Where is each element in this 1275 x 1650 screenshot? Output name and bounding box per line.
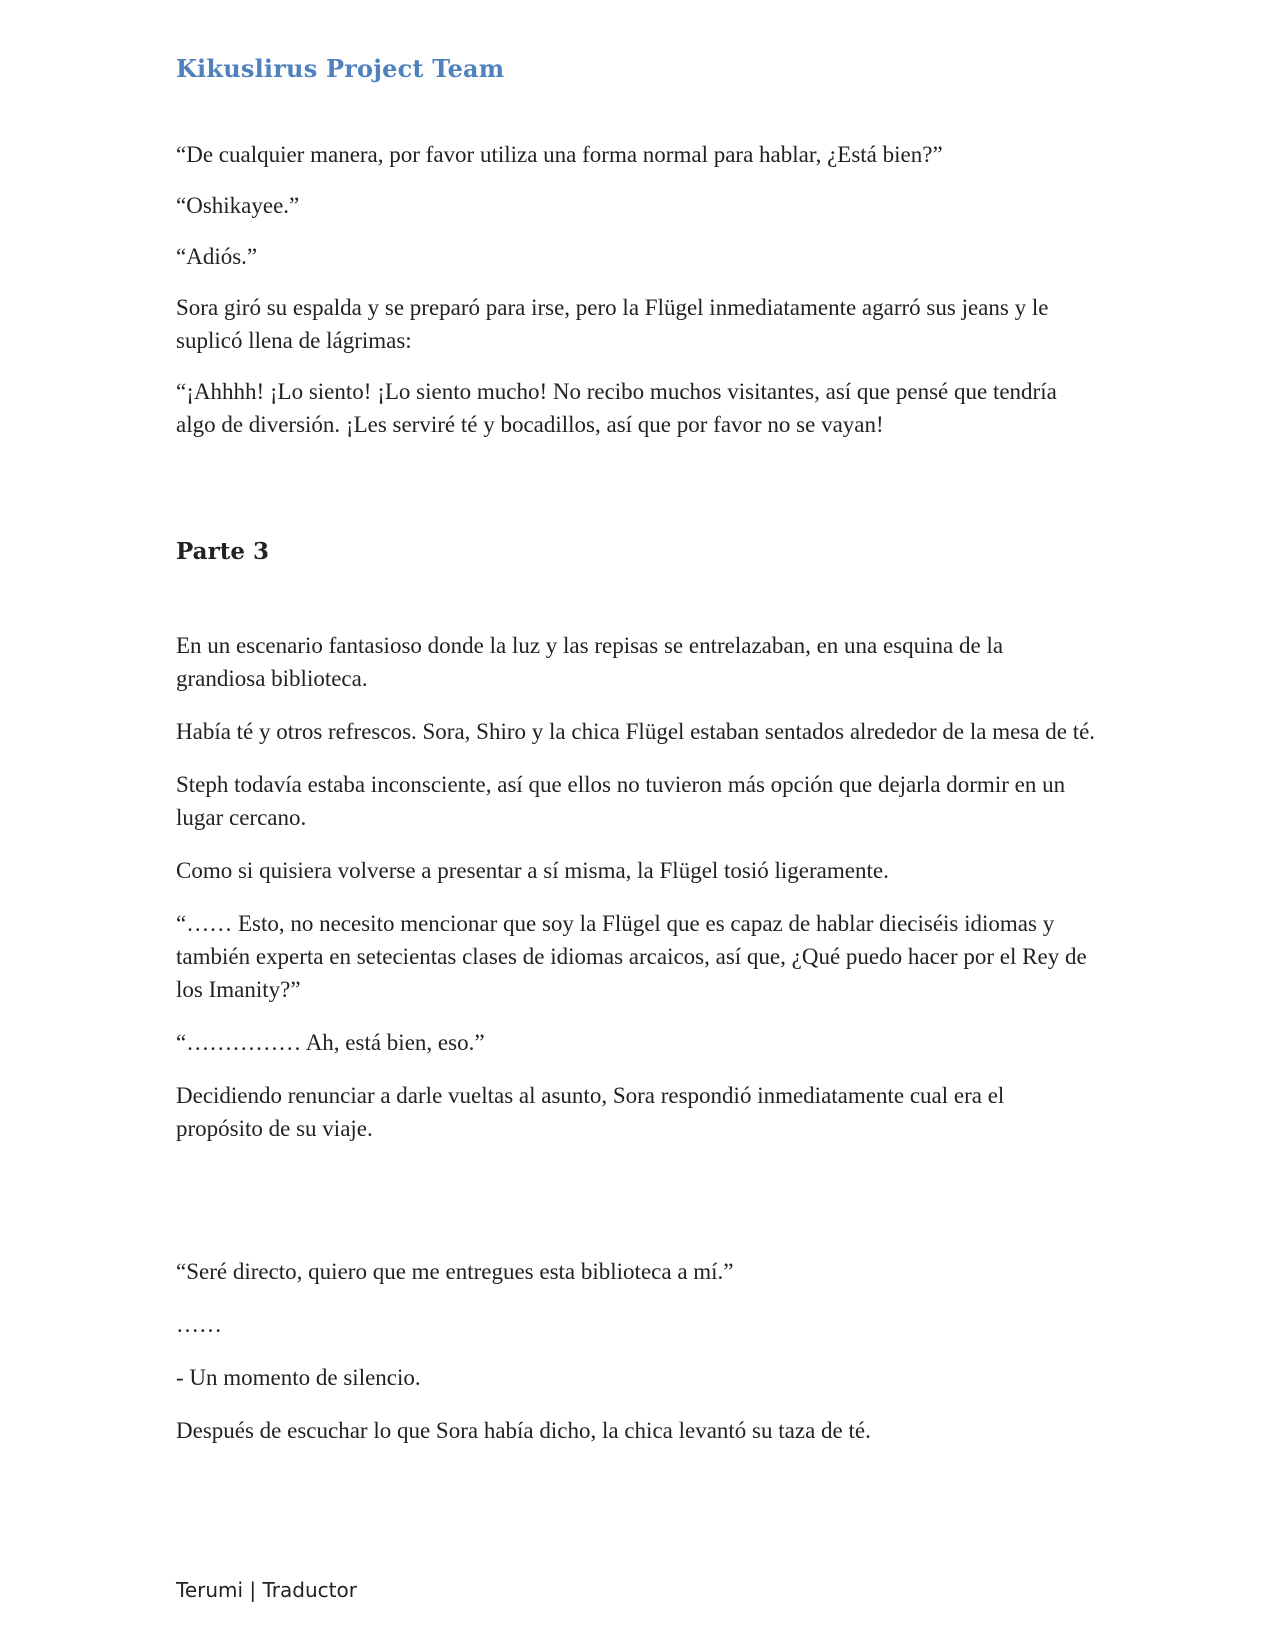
paragraph: Después de escuchar lo que Sora había dicho, la chica levantó su taza de té. <box>176 1418 871 1443</box>
paragraph: En un escenario fantasioso donde la luz y las repisas se entrelazaban, en una esquina de la grandiosa biblioteca. <box>176 633 1004 691</box>
paragraph: “Adiós.” <box>176 244 258 269</box>
paragraph: “De cualquier manera, por favor utiliza una forma normal para hablar, ¿Está bien?” <box>176 142 943 167</box>
paragraph: “…………… Ah, está bien, eso.” <box>176 1030 485 1055</box>
paragraph: Steph todavía estaba inconsciente, así que ellos no tuvieron más opción que dejarla dormir en un lugar cercano. <box>176 772 1066 830</box>
paragraph: …… <box>176 1312 222 1337</box>
running-footer: Terumi | Traductor <box>176 1578 357 1602</box>
paragraph: Sora giró su espalda y se preparó para irse, pero la Flügel inmediatamente agarró sus jeans y le suplicó llena de lágrimas: <box>176 295 1049 353</box>
paragraph: “¡Ahhhh! ¡Lo siento! ¡Lo siento mucho! No recibo muchos visitantes, así que pensé que tendría algo de diversión. ¡Les serviré té y bocadillos, así que por favor no se vayan! <box>176 379 1057 437</box>
paragraph: Había té y otros refrescos. Sora, Shiro y la chica Flügel estaban sentados alrededor de la mesa de té. <box>176 719 1096 744</box>
body-section-3 <box>176 1255 1096 1447</box>
section-heading: Parte 3 <box>176 538 269 565</box>
paragraph: “Oshikayee.” <box>176 193 300 218</box>
body-section-2 <box>176 629 1096 1145</box>
running-header: Kikuslirus Project Team <box>176 54 505 83</box>
paragraph: Decidiendo renunciar a darle vueltas al asunto, Sora respondió inmediatamente cual era el propósito de su viaje. <box>176 1083 1005 1141</box>
paragraph: “…… Esto, no necesito mencionar que soy la Flügel que es capaz de hablar dieciséis idiomas y también experta en setecientas clases de idiomas arcaicos, así que, ¿Qué puedo hacer por el Rey de los Imanity?” <box>176 911 1087 1002</box>
body-section-1 <box>176 138 1096 441</box>
paragraph: - Un momento de silencio. <box>176 1365 421 1390</box>
paragraph: Como si quisiera volverse a presentar a sí misma, la Flügel tosió ligeramente. <box>176 858 889 883</box>
paragraph: “Seré directo, quiero que me entregues esta biblioteca a mí.” <box>176 1259 734 1284</box>
